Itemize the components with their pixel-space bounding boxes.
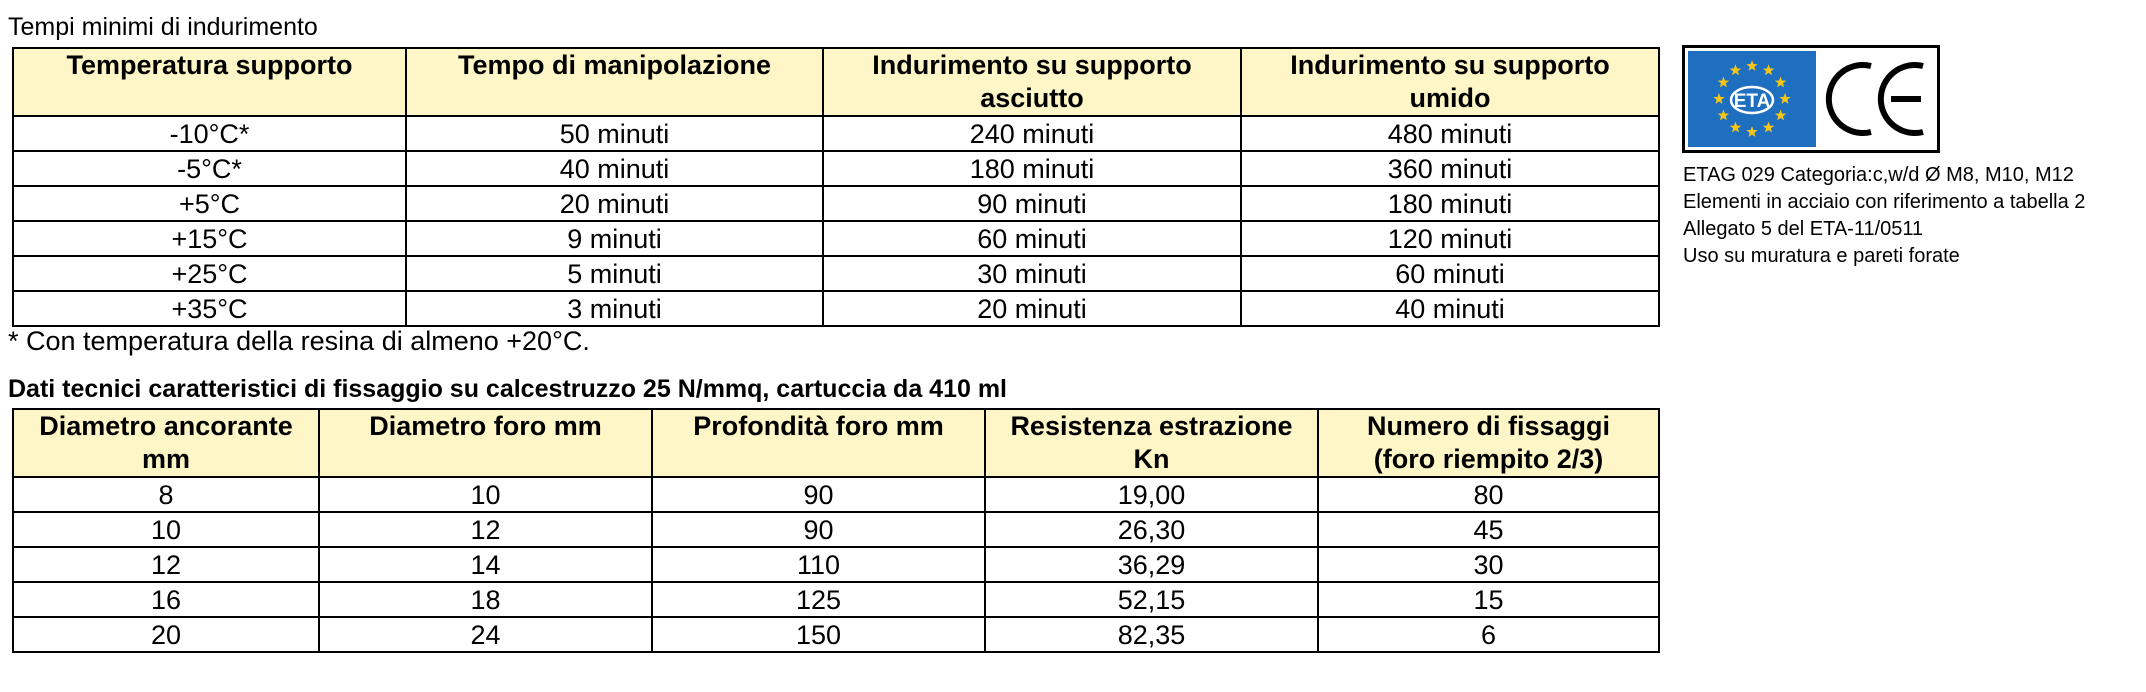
table-row (13, 221, 1659, 256)
curing-footnote: * Con temperatura della resina di almeno +20°C. (8, 326, 590, 356)
star-icon (1763, 122, 1774, 133)
table-row (13, 547, 1659, 582)
table-cell: 8 (13, 477, 319, 512)
table-row (13, 512, 1659, 547)
table-cell: +35°C (13, 291, 406, 326)
table-row (13, 617, 1659, 652)
table-cell: -5°C* (13, 151, 406, 186)
table-row (13, 582, 1659, 617)
table-cell: 26,30 (985, 512, 1318, 547)
table-cell: 40 minuti (1241, 291, 1659, 326)
certification-line: Uso su muratura e pareti forate (1683, 245, 1960, 267)
table-cell: 82,35 (985, 617, 1318, 652)
ce-mark-icon (1825, 54, 1929, 144)
column-header: Resistenza estrazione Kn (985, 409, 1318, 477)
table-cell: 60 minuti (823, 221, 1241, 256)
fixing-data-table (12, 408, 1660, 653)
table-cell: 18 (319, 582, 652, 617)
table-cell: 240 minuti (823, 116, 1241, 151)
table-cell: +15°C (13, 221, 406, 256)
column-header: Indurimento su supporto umido (1241, 48, 1659, 116)
column-header: Diametro ancorante mm (13, 409, 319, 477)
star-icon (1730, 122, 1741, 133)
table-cell: 50 minuti (406, 116, 823, 151)
table-row (13, 116, 1659, 151)
table-cell: 19,00 (985, 477, 1318, 512)
table-cell: 480 minuti (1241, 116, 1659, 151)
table-row (13, 477, 1659, 512)
column-header: Profondità foro mm (652, 409, 985, 477)
table-cell: 5 minuti (406, 256, 823, 291)
star-icon (1763, 64, 1774, 75)
certification-line: ETAG 029 Categoria:c,w/d Ø M8, M10, M12 (1683, 164, 2074, 186)
table-header-row (13, 409, 1659, 477)
star-icon (1775, 110, 1786, 121)
table-cell: 20 minuti (823, 291, 1241, 326)
eta-stars-icon (1688, 51, 1816, 147)
table-row (13, 151, 1659, 186)
column-header: Numero di fissaggi (foro riempito 2/3) (1318, 409, 1659, 477)
table-cell: 10 (319, 477, 652, 512)
table-cell: 60 minuti (1241, 256, 1659, 291)
star-icon (1746, 60, 1757, 71)
ce-mark-text: CE (1825, 54, 1827, 55)
table-cell: -10°C* (13, 116, 406, 151)
table-cell: 180 minuti (823, 151, 1241, 186)
table-cell: 80 (1318, 477, 1659, 512)
table-cell: +5°C (13, 186, 406, 221)
table-cell: 360 minuti (1241, 151, 1659, 186)
certification-notes (1683, 162, 2085, 270)
star-icon (1779, 93, 1790, 104)
table-cell: 36,29 (985, 547, 1318, 582)
star-icon (1718, 77, 1729, 88)
table-cell: 90 minuti (823, 186, 1241, 221)
table-cell: 40 minuti (406, 151, 823, 186)
table-row (13, 186, 1659, 221)
table-cell: 45 (1318, 512, 1659, 547)
column-header: Indurimento su supporto asciutto (823, 48, 1241, 116)
curing-table-title: Tempi minimi di indurimento (8, 13, 318, 41)
certification-logos (1682, 45, 1940, 153)
table-cell: 6 (1318, 617, 1659, 652)
table-cell: 15 (1318, 582, 1659, 617)
star-icon (1746, 126, 1757, 137)
eta-logo-text: ETA (1733, 91, 1771, 112)
star-icon (1713, 93, 1724, 104)
table-cell: 52,15 (985, 582, 1318, 617)
star-icon (1718, 110, 1729, 121)
table-cell: 24 (319, 617, 652, 652)
column-header: Temperatura supporto (13, 48, 406, 116)
curing-times-table (12, 47, 1660, 327)
eta-logo (1688, 51, 1816, 147)
star-icon (1775, 77, 1786, 88)
table-cell: 20 (13, 617, 319, 652)
star-icon (1730, 64, 1741, 75)
certification-line: Allegato 5 del ETA-11/0511 (1683, 218, 1924, 240)
table-header-row (13, 48, 1659, 116)
table-cell: 30 (1318, 547, 1659, 582)
table-cell: 20 minuti (406, 186, 823, 221)
table-cell: 110 (652, 547, 985, 582)
table-cell: 10 (13, 512, 319, 547)
table-cell: 12 (13, 547, 319, 582)
fixing-table-title: Dati tecnici caratteristici di fissaggio su calcestruzzo 25 N/mmq, cartuccia da 410 ml (8, 375, 1007, 403)
certification-line: Elementi in acciaio con riferimento a tabella 2 (1683, 191, 2086, 213)
column-header: Diametro foro mm (319, 409, 652, 477)
table-cell: 14 (319, 547, 652, 582)
table-row (13, 256, 1659, 291)
table-cell: 90 (652, 477, 985, 512)
table-cell: 30 minuti (823, 256, 1241, 291)
table-row (13, 291, 1659, 326)
table-cell: 120 minuti (1241, 221, 1659, 256)
table-cell: 90 (652, 512, 985, 547)
table-cell: 3 minuti (406, 291, 823, 326)
table-cell: 180 minuti (1241, 186, 1659, 221)
table-cell: 125 (652, 582, 985, 617)
table-cell: 12 (319, 512, 652, 547)
table-cell: 16 (13, 582, 319, 617)
table-cell: +25°C (13, 256, 406, 291)
column-header: Tempo di manipolazione (406, 48, 823, 116)
table-cell: 9 minuti (406, 221, 823, 256)
table-cell: 150 (652, 617, 985, 652)
